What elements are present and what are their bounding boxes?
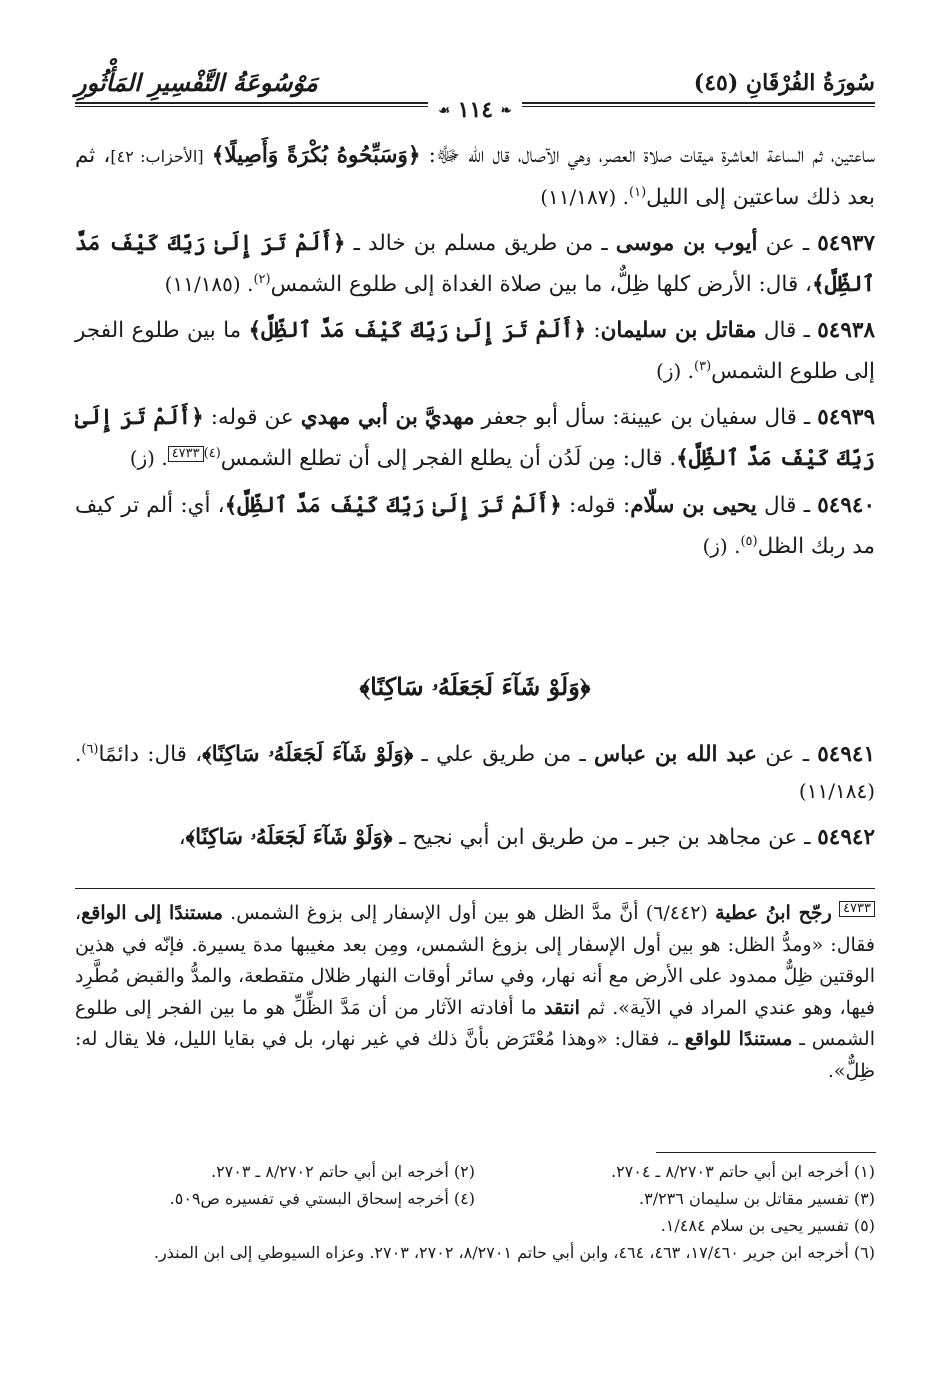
footnote: (٥) تفسير يحيى بن سلام ١/٤٨٤. — [660, 1216, 875, 1235]
quran-verse: ﴿أَلَمْ تَرَ إِلَىٰ رَبِّكَ كَيْفَ مَدَّ ٱلظِّلَّ﴾ — [75, 231, 875, 298]
commentary-note: ٤٧٣٣ رجّح ابنُ عطية (٦/٤٤٢) أنَّ مدَّ الظل هو بين أول الإسفار إلى بزوغ الشمس. مستندًا إلى الواقع، فقال: «ومدُّ الظل: هو بين أول الإسفار إلى بزوغ الشمس، ومِن بعد مغيبها مدة يسيرة. فإنّه في هذين الوقتين ظِلٌّ ممدود على الأرض مع أنه نهار، وفي سائر أوقات النهار ظلال متقطعة، والمدُّ والقبض مُطَّرِد فيها، وهو عندي المراد في الآية». ثم انتقد ما أفادته الآثار من أن مَدَّ الظِّلِّ هو ما بين الفجر إلى طلوع الشمس ـ مستندًا للواقع ـ، فقال: «وهذا مُعْتَرَض بأنَّ ذلك في غير نهار، بل في بقايا الليل، فلا يقال له: ظِلٌّ». — [75, 900, 875, 1082]
quran-verse: ﴿وَلَوْ شَآءَ لَجَعَلَهُۥ سَاكِنًا﴾ — [202, 742, 414, 768]
footnote-marker: (٤) — [203, 446, 221, 462]
main-text — [75, 138, 875, 575]
entry-number: ٥٤٩٣٨ — [817, 318, 875, 344]
running-header — [75, 62, 875, 123]
footnotes — [75, 1158, 875, 1266]
quran-verse: ﴿أَلَمْ تَرَ إِلَىٰ رَبِّكَ كَيْفَ مَدَّ ٱلظِّلَّ﴾ — [224, 492, 562, 518]
entry-number: ٥٤٩٤٠ — [817, 492, 875, 518]
ornament-icon: ☙ — [438, 103, 450, 119]
athar-entry: ٥٤٩٤٢ ـ عن مجاهد بن جبر ـ من طريق ابن أبي نجيح ـ ﴿وَلَوْ شَآءَ لَجَعَلَهُۥ سَاكِنًا﴾، — [178, 825, 875, 851]
ornament-icon: ❧ — [500, 103, 512, 119]
entry-number: ٥٤٩٤١ — [817, 742, 875, 768]
narrator-name: يحيى بن سلّام — [630, 492, 757, 518]
narrator-name: أيوب بن موسى — [615, 231, 758, 257]
footnote: (٢) أخرجه ابن أبي حاتم ٨/٢٧٠٢ ـ ٢٧٠٣. — [210, 1162, 475, 1181]
narrator-name: مقاتل بن سليمان — [600, 318, 757, 344]
page-number-box — [428, 97, 521, 123]
surah-title: سُورَةُ الفُرْقَانِ (٤٥) — [693, 70, 875, 96]
volume-index: . (١١/١٨٧) — [540, 185, 630, 210]
footnote: (١) أخرجه ابن أبي حاتم ٨/٢٧٠٣ ـ ٢٧٠٤. — [610, 1162, 875, 1181]
quran-verse: ﴿أَلَمْ تَرَ إِلَىٰ رَبِّكَ كَيْفَ مَدَّ ٱلظِّلَّ﴾ — [75, 405, 875, 472]
footnote: (٣) تفسير مقاتل بن سليمان ٣/٢٣٦. — [639, 1189, 875, 1208]
quran-verse: ﴿وَلَوْ شَآءَ لَجَعَلَهُۥ سَاكِنًا﴾ — [185, 825, 393, 851]
verse-heading: ﴿وَلَوْ شَآءَ لَجَعَلَهُۥ سَاكِنًا﴾ — [359, 672, 591, 701]
paragraph-continued: ساعتين، ثم الساعة العاشرة ميقات صلاة العصر، وهي الآصال، قال الله ﷻ: ﴿وَسَبِّحُوهُ بُكْرَةً وَأَصِيلًا﴾ [الأحزاب: ٤٢]، ثم بعد ذلك ساعتين إلى الليل$^{(١)}$. (١١/١٨٧) — [75, 143, 876, 211]
narrator-name: عبد الله بن عباس — [594, 742, 757, 768]
entry-number: ٥٤٩٣٩ — [817, 405, 876, 431]
commentary-divider — [75, 888, 875, 889]
footnote-marker: (٥) — [740, 533, 758, 549]
footnote-rule — [656, 1152, 876, 1153]
footnote-marker: (٣) — [694, 359, 712, 375]
volume-index: . (١١/١٨٤) — [75, 742, 875, 804]
athar-entry: ٥٤٩٣٧ ـ عن أيوب بن موسى ـ من طريق مسلم بن خالد ـ ﴿أَلَمْ تَرَ إِلَىٰ رَبِّكَ كَيْفَ مَدَّ ٱلظِّلَّ﴾، قال: الأرض كلها ظِلٌّ، ما بين صلاة الغداة إلى طلوع الشمس$^{(٢)}$. (١١/١٨٥) — [75, 231, 875, 298]
entry-number: ٥٤٩٣٧ — [817, 231, 875, 257]
book-title: مَوْسُوعَةُ التَّفْسِيرِ المَأْثُورِ — [75, 68, 318, 97]
athar-entry: ٥٤٩٤٠ ـ قال يحيى بن سلّام: قوله: ﴿أَلَمْ تَرَ إِلَىٰ رَبِّكَ كَيْفَ مَدَّ ٱلظِّلَّ﴾، أي: ألم تر كيف مد ربك الظل$^{(٥)}$. (ز) — [75, 492, 875, 559]
main-text-continued — [75, 732, 875, 866]
footnote-marker: (٦) — [81, 742, 99, 757]
volume-index: . (١١/١٨٥) — [164, 272, 254, 297]
athar-entry: ٥٤٩٣٨ ـ قال مقاتل بن سليمان: ﴿أَلَمْ تَرَ إِلَىٰ رَبِّكَ كَيْفَ مَدَّ ٱلظِّلَّ﴾ ما بين طلوع الفجر إلى طلوع الشمس$^{(٣)}$. (ز) — [75, 318, 875, 385]
quran-verse: ﴿وَسَبِّحُوهُ بُكْرَةً وَأَصِيلًا﴾ — [211, 143, 421, 168]
narrator-name: مهديَّ — [424, 405, 475, 431]
footnote: (٦) أخرجه ابن جرير ١٧/٤٦٠، ٤٦٣، ٤٦٤، وابن أبي حاتم ٨/٢٧٠١، ٢٧٠٢، ٢٧٠٣. وعزاه السيوطي إلى ابن المنذر. — [153, 1243, 875, 1262]
quran-verse: ﴿أَلَمْ تَرَ إِلَىٰ رَبِّكَ كَيْفَ مَدَّ ٱلظِّلَّ﴾ — [248, 318, 587, 344]
footnote-marker: (١) — [629, 185, 647, 200]
footnote-marker: (٢) — [253, 272, 271, 288]
volume-index: . (ز) — [129, 446, 168, 471]
page-number: ١١٤ — [457, 97, 494, 123]
volume-index: . (ز) — [702, 533, 741, 558]
volume-index: . (ز) — [656, 359, 695, 384]
athar-entry: ٥٤٩٣٩ ـ قال سفيان بن عيينة: سأل أبو جعفر مهديَّ بن أبي مهدي عن قوله: ﴿أَلَمْ تَرَ إِلَىٰ رَبِّكَ كَيْفَ مَدَّ ٱلظِّلَّ﴾. قال: مِن لَدُن أن يطلع الفجر إلى أن تطلع الشمس$^{(٤)}$٤٧٣٣. (ز) — [75, 405, 876, 472]
commentary-number-box: ٤٧٣٣ — [839, 901, 875, 917]
verse-reference: [الأحزاب: ٤٢] — [110, 147, 204, 166]
narrator-name: بن أبي مهدي — [300, 405, 418, 431]
commentary-lead: رجّح ابنُ عطية — [715, 902, 832, 924]
commentary-link-box: ٤٧٣٣ — [168, 446, 204, 462]
entry-number: ٥٤٩٤٢ — [817, 825, 875, 851]
athar-entry: ٥٤٩٤١ ـ عن عبد الله بن عباس ـ من طريق علي ـ ﴿وَلَوْ شَآءَ لَجَعَلَهُۥ سَاكِنًا﴾، قال: دائمًا$^{(٦)}$. (١١/١٨٤) — [75, 742, 875, 804]
footnote: (٤) أخرجه إسحاق البستي في تفسيره ص٥٠٩. — [169, 1189, 475, 1208]
